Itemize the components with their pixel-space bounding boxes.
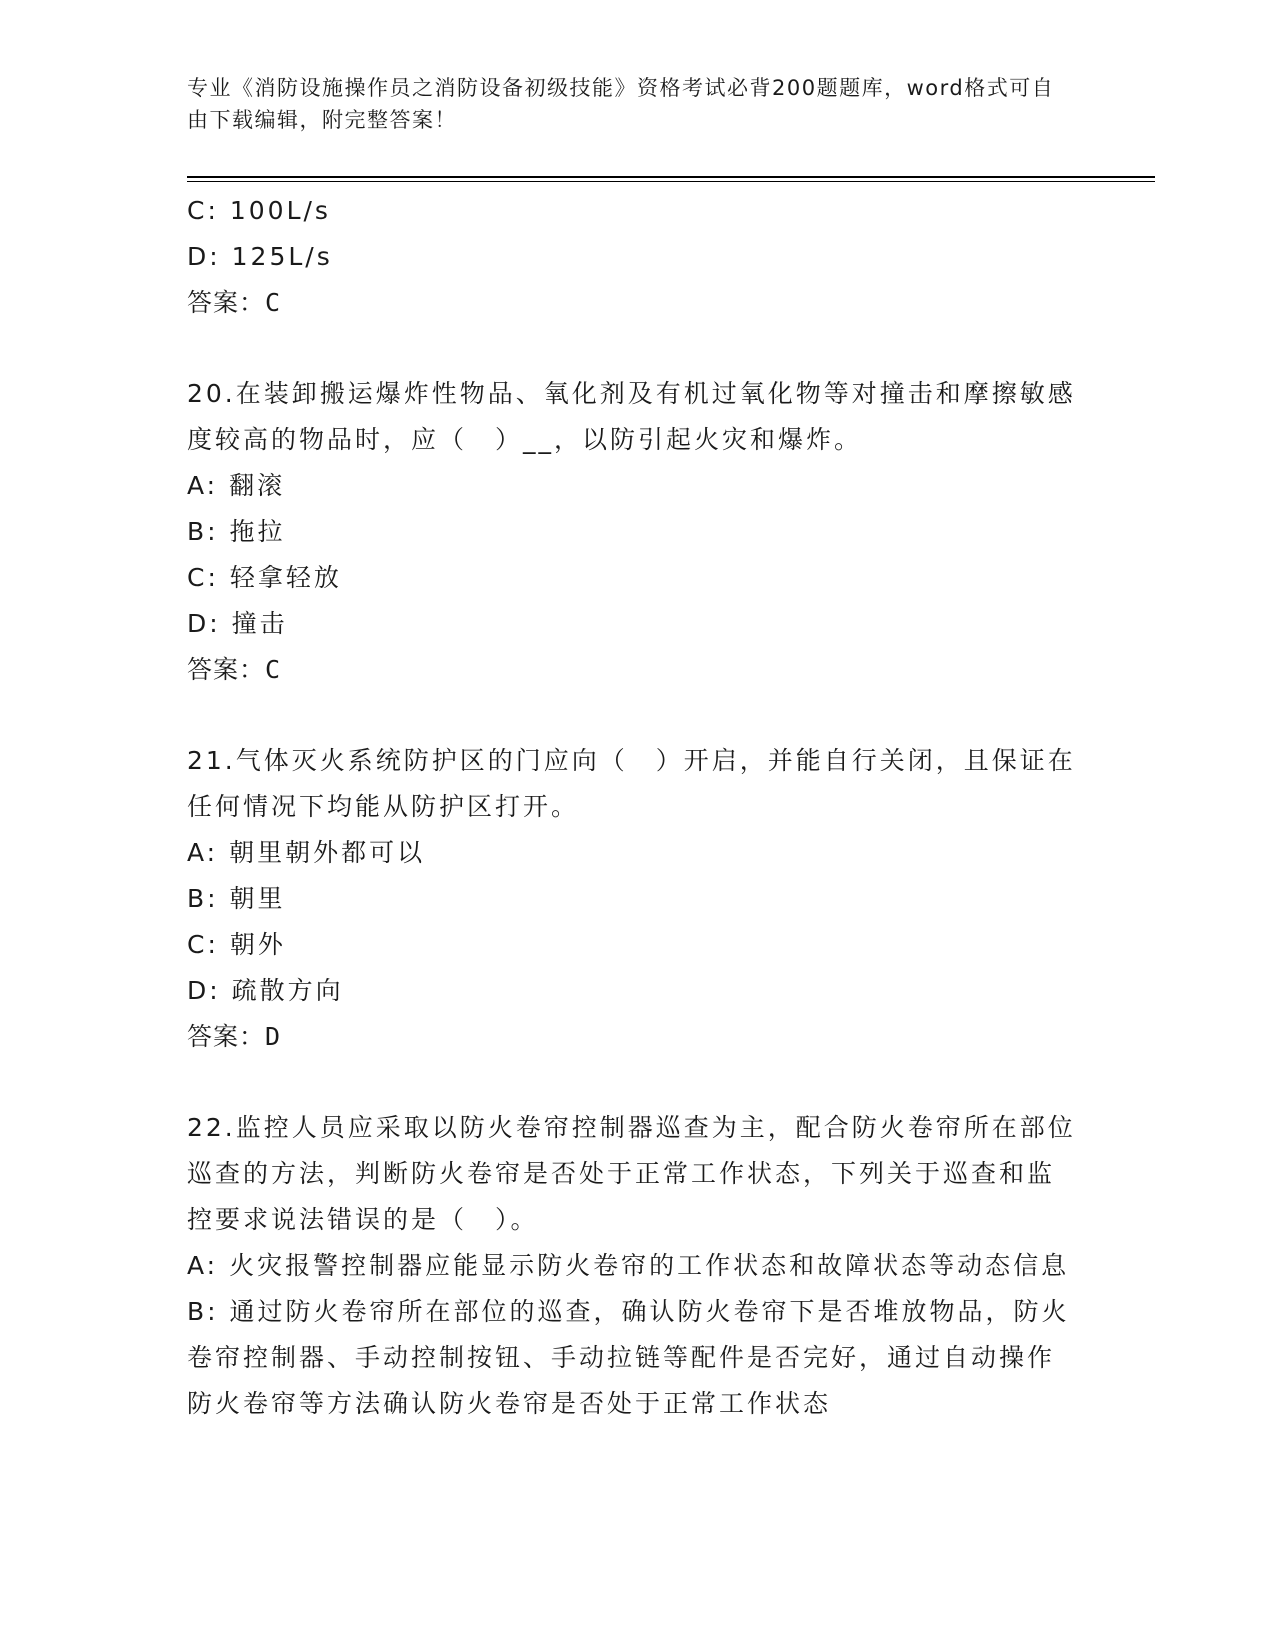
option-text: 疏散方向 <box>231 976 344 1005</box>
question-stem <box>187 738 1077 830</box>
question-number: 22. <box>187 1113 236 1142</box>
option-text: 125L/s <box>231 242 333 271</box>
option-letter: A <box>187 471 207 500</box>
header-divider-thin <box>187 181 1155 182</box>
question-number: 20. <box>187 379 236 408</box>
option-text: 朝里 <box>229 884 286 913</box>
option-item: A: 火灾报警控制器应能显示防火卷帘的工作状态和故障状态等动态信息 <box>187 1251 1070 1280</box>
header-divider <box>187 176 1155 178</box>
answer-line <box>187 280 1077 326</box>
option-text: 通过防火卷帘所在部位的巡查，确认防火卷帘下是否堆放物品，防火卷帘控制器、手动控制按钮、手动拉链等配件是否完好，通过自动操作防火卷帘等方法确认防火卷帘是否处于正常工作状态 <box>187 1297 1070 1418</box>
option-item: C: 朝外 <box>187 930 286 959</box>
option-item: B: 通过防火卷帘所在部位的巡查，确认防火卷帘下是否堆放物品，防火卷帘控制器、手动控制按钮、手动拉链等配件是否完好，通过自动操作防火卷帘等方法确认防火卷帘是否处于正常工作状态 <box>187 1297 1070 1418</box>
answer-label: 答案： <box>187 655 266 684</box>
option-letter: A <box>187 838 207 867</box>
question-stem <box>187 1105 1077 1243</box>
option-letter: C <box>187 196 208 225</box>
option-item: D: 疏散方向 <box>187 976 344 1005</box>
option-letter: D <box>187 976 210 1005</box>
option-letter: D <box>187 242 210 271</box>
option-text: 拖拉 <box>229 517 286 546</box>
option-text: 朝里朝外都可以 <box>229 838 426 867</box>
option-letter: A <box>187 1251 207 1280</box>
option-text: 朝外 <box>229 930 286 959</box>
option-item: C: 100L/s <box>187 196 331 225</box>
option-item: D: 125L/s <box>187 242 333 271</box>
option-letter: B <box>187 517 208 546</box>
option-item: A: 朝里朝外都可以 <box>187 838 426 867</box>
answer-line <box>187 647 1077 693</box>
answer-value: C <box>265 288 282 317</box>
option-text: 轻拿轻放 <box>229 563 342 592</box>
question-number: 21. <box>187 746 236 775</box>
answer-label: 答案： <box>187 1022 266 1051</box>
option-text: 火灾报警控制器应能显示防火卷帘的工作状态和故障状态等动态信息 <box>229 1251 1070 1280</box>
document-header: 专业《消防设施操作员之消防设备初级技能》资格考试必背200题题库，word格式可自由下载编辑，附完整答案！ <box>187 76 1055 132</box>
option-text: 撞击 <box>231 609 288 638</box>
option-item: B: 朝里 <box>187 884 286 913</box>
question-text: 监控人员应采取以防火卷帘控制器巡查为主，配合防火卷帘所在部位巡查的方法，判断防火卷帘是否处于正常工作状态，下列关于巡查和监控要求说法错误的是（ ）。 <box>187 1113 1076 1234</box>
answer-label: 答案： <box>187 288 266 317</box>
option-letter: C <box>187 563 208 592</box>
question-text: 气体灭火系统防护区的门应向（ ）开启，并能自行关闭，且保证在任何情况下均能从防护区打开。 <box>187 746 1076 821</box>
option-letter: B <box>187 1297 208 1326</box>
option-letter: C <box>187 930 208 959</box>
answer-value: C <box>265 655 282 684</box>
question-text: 在装卸搬运爆炸性物品、氧化剂及有机过氧化物等对撞击和摩擦敏感度较高的物品时，应（ ）__，以防引起火灾和爆炸。 <box>187 379 1076 454</box>
question-stem <box>187 371 1077 463</box>
option-text: 翻滚 <box>229 471 286 500</box>
option-item: A: 翻滚 <box>187 471 286 500</box>
option-letter: B <box>187 884 208 913</box>
question-list <box>187 188 1077 1427</box>
answer-value: D <box>265 1022 282 1051</box>
option-letter: D <box>187 609 210 638</box>
option-item: C: 轻拿轻放 <box>187 563 342 592</box>
option-item: B: 拖拉 <box>187 517 286 546</box>
answer-line <box>187 1014 1077 1060</box>
option-text: 100L/s <box>229 196 331 225</box>
option-item: D: 撞击 <box>187 609 288 638</box>
